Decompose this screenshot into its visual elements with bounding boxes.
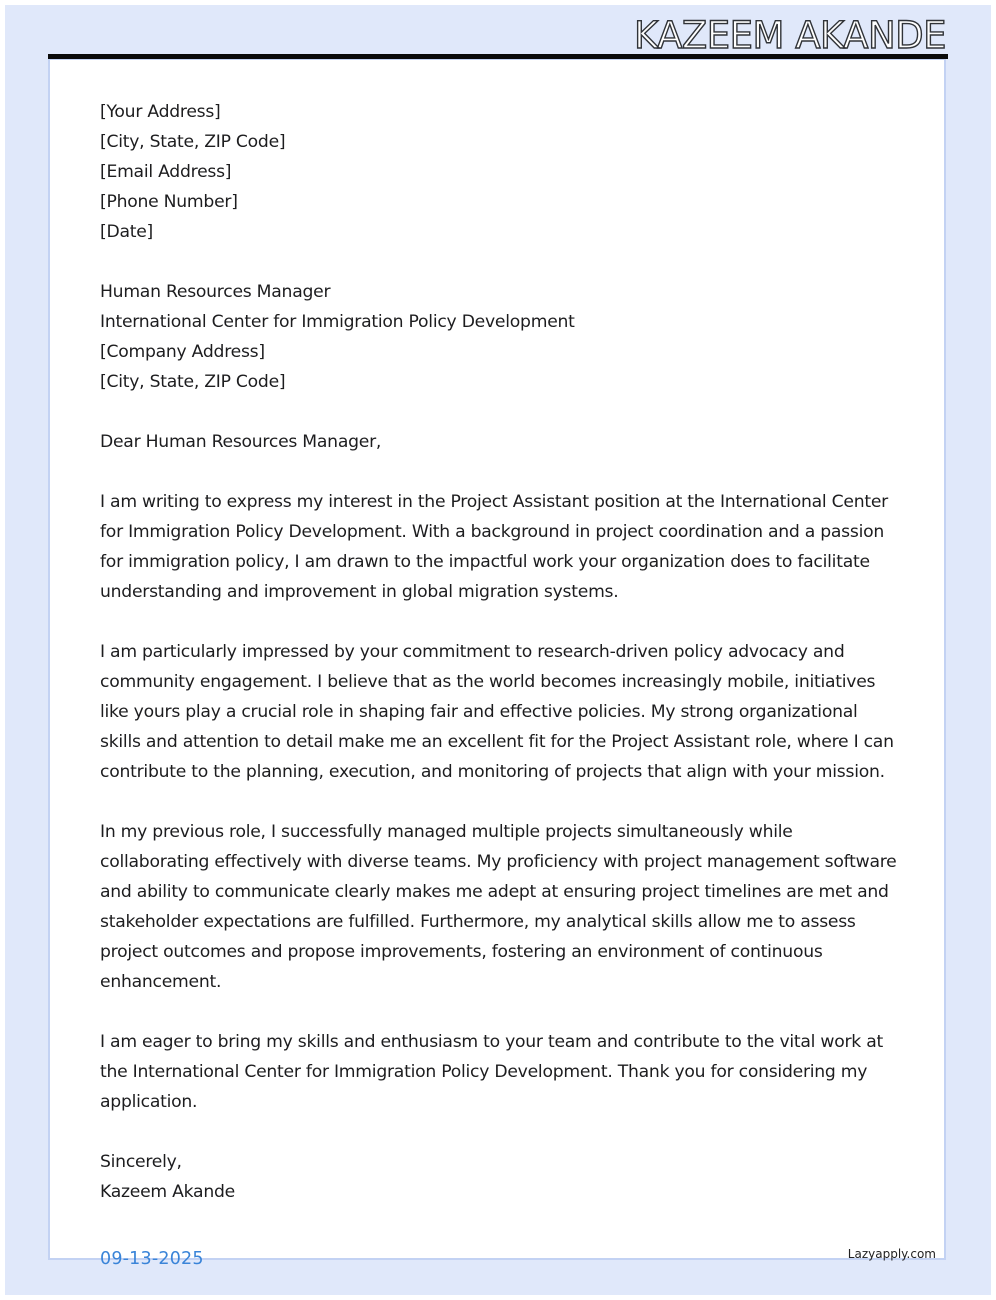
applicant-name-heading: KAZEEM AKANDE bbox=[634, 14, 946, 57]
signature-name: Kazeem Akande bbox=[100, 1182, 235, 1202]
body-paragraph: I am eager to bring my skills and enthusiasm to your team and contribute to the vital work at the International Center for Immigration Policy Development. Thank you for considering my application. bbox=[100, 1032, 883, 1112]
sender-city-state-zip: [City, State, ZIP Code] bbox=[100, 132, 286, 152]
cover-letter-body bbox=[100, 97, 900, 1207]
body-paragraph: In my previous role, I successfully managed multiple projects simultaneously while collaborating effectively with diverse teams. My proficiency with project management software and ability to communicate clearly makes me adept at ensuring project timelines are met and stakeholder expectations are fulfilled. Furthermore, my analytical skills allow me to assess project outcomes and propose improvements, fostering an environment of continuous enhancement. bbox=[100, 822, 897, 992]
sender-address: [Your Address] bbox=[100, 102, 221, 122]
body-paragraph: I am particularly impressed by your commitment to research-driven policy advocacy and community engagement. I believe that as the world becomes increasingly mobile, initiatives like yours play a crucial role in shaping fair and effective policies. My strong organizational skills and attention to detail make me an excellent fit for the Project Assistant role, where I can contribute to the planning, execution, and monitoring of projects that align with your mission. bbox=[100, 642, 894, 782]
spacer bbox=[100, 457, 900, 487]
spacer bbox=[100, 1117, 900, 1147]
spacer bbox=[100, 247, 900, 277]
recipient-address: [Company Address] bbox=[100, 342, 265, 362]
recipient-organization: International Center for Immigration Policy Development bbox=[100, 312, 575, 332]
sender-email: [Email Address] bbox=[100, 162, 232, 182]
recipient-title: Human Resources Manager bbox=[100, 282, 331, 302]
sender-date: [Date] bbox=[100, 222, 153, 242]
sign-off: Sincerely, bbox=[100, 1152, 182, 1172]
brand-watermark: Lazyapply.com bbox=[847, 1247, 936, 1261]
footer-date: 09-13-2025 bbox=[100, 1249, 204, 1269]
spacer bbox=[100, 997, 900, 1027]
spacer bbox=[100, 607, 900, 637]
salutation: Dear Human Resources Manager, bbox=[100, 432, 382, 452]
spacer bbox=[100, 787, 900, 817]
recipient-city-state-zip: [City, State, ZIP Code] bbox=[100, 372, 286, 392]
spacer bbox=[100, 397, 900, 427]
sender-phone: [Phone Number] bbox=[100, 192, 238, 212]
body-paragraph: I am writing to express my interest in the Project Assistant position at the International Center for Immigration Policy Development. With a background in project coordination and a passion for immigration policy, I am drawn to the impactful work your organization does to facilitate understanding and improvement in global migration systems. bbox=[100, 492, 888, 602]
